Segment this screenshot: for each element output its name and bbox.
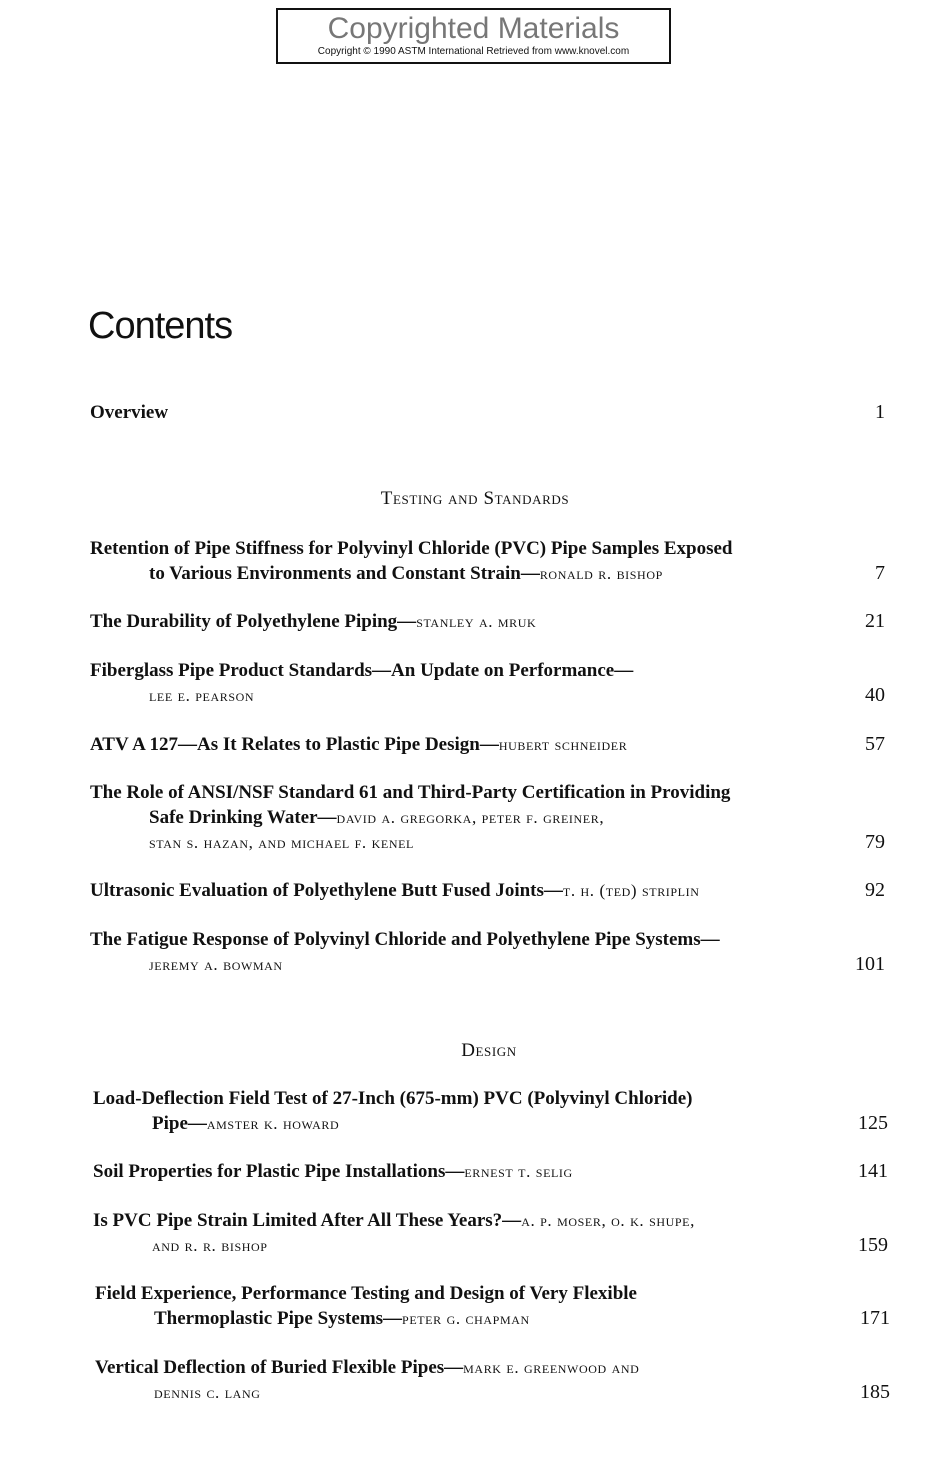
entry-title: to Various Environments and Constant Strain—	[149, 563, 540, 584]
page-number: 159	[858, 1234, 888, 1256]
entry-author: lee e. pearson	[149, 686, 255, 705]
entry-author: david a. gregorka, peter f. greiner,	[336, 808, 605, 827]
entry-author: dennis c. lang	[154, 1383, 261, 1402]
entry-title: Field Experience, Performance Testing and Design of Very Flexible	[95, 1283, 637, 1304]
page-number: 171	[860, 1307, 890, 1329]
entry-author: t. h. (ted) striplin	[562, 881, 700, 900]
watermark-title: Copyrighted Materials	[327, 12, 620, 45]
toc-entry[interactable]	[93, 1159, 888, 1184]
entry-title: Overview	[90, 402, 169, 423]
entry-title: Ultrasonic Evaluation of Polyethylene Butt Fused Joints—	[90, 880, 563, 901]
page-number: 92	[865, 879, 885, 901]
entry-title: The Fatigue Response of Polyvinyl Chloride and Polyethylene Pipe Systems—	[90, 929, 720, 950]
entry-title: Is PVC Pipe Strain Limited After All These Years?—	[93, 1210, 522, 1231]
toc-entry[interactable]	[90, 536, 885, 586]
entry-author: stan s. hazan, and michael f. kenel	[149, 833, 414, 852]
entry-title: The Role of ANSI/NSF Standard 61 and Third-Party Certification in Providing	[90, 782, 731, 803]
page-number: 40	[865, 684, 885, 706]
entry-author: a. p. moser, o. k. shupe,	[521, 1211, 695, 1230]
entry-title: The Durability of Polyethylene Piping—	[90, 611, 417, 632]
entry-author: ronald r. bishop	[539, 564, 663, 583]
entry-author: ernest t. selig	[464, 1162, 573, 1181]
entry-author: mark e. greenwood and	[463, 1358, 640, 1377]
toc-entry[interactable]	[95, 1355, 890, 1405]
entry-author: jeremy a. bowman	[149, 955, 283, 974]
entry-author: hubert schneider	[498, 735, 628, 754]
watermark-subtitle: Copyright © 1990 ASTM International Retrieved from www.knovel.com	[317, 46, 630, 57]
section-heading-testing-and-standards: Testing and Standards	[380, 488, 570, 509]
entry-author: peter g. chapman	[402, 1309, 530, 1328]
entry-title: Thermoplastic Pipe Systems—	[154, 1308, 403, 1329]
copyright-watermark	[276, 8, 671, 64]
page-number: 185	[860, 1381, 890, 1403]
page-number: 101	[855, 953, 885, 975]
toc-entry[interactable]	[93, 1208, 888, 1258]
entry-author: and r. r. bishop	[152, 1236, 268, 1255]
page-number: 7	[875, 562, 885, 584]
toc-entry-overview[interactable]	[90, 400, 885, 425]
entry-title: Pipe—	[152, 1113, 207, 1134]
toc-entry[interactable]	[90, 927, 885, 977]
entry-title: Vertical Deflection of Buried Flexible Pipes—	[95, 1357, 464, 1378]
entry-title: Soil Properties for Plastic Pipe Installations—	[93, 1161, 465, 1182]
page-number: 79	[865, 831, 885, 853]
entry-title: Retention of Pipe Stiffness for Polyvinyl Chloride (PVC) Pipe Samples Exposed	[90, 538, 733, 559]
entry-author: amster k. howard	[206, 1114, 340, 1133]
toc-entry[interactable]	[93, 1086, 888, 1136]
toc-entry[interactable]	[90, 609, 885, 634]
entry-title: Load-Deflection Field Test of 27-Inch (675-mm) PVC (Polyvinyl Chloride)	[93, 1088, 693, 1109]
toc-entry[interactable]	[90, 878, 885, 903]
toc-entry[interactable]	[90, 732, 885, 757]
page-number: 125	[858, 1112, 888, 1134]
page-number: 57	[865, 733, 885, 755]
page-number: 21	[865, 610, 885, 632]
entry-author: stanley a. mruk	[416, 612, 537, 631]
entry-title: ATV A 127—As It Relates to Plastic Pipe Design—	[90, 734, 499, 755]
page-title: Contents	[88, 305, 233, 347]
toc-entry[interactable]	[90, 780, 885, 855]
page-number: 1	[875, 401, 885, 423]
page-number: 141	[858, 1160, 888, 1182]
section-heading-design: Design	[461, 1040, 517, 1061]
entry-title: Safe Drinking Water—	[149, 807, 337, 828]
entry-title: Fiberglass Pipe Product Standards—An Update on Performance—	[90, 660, 634, 681]
toc-entry[interactable]	[90, 658, 885, 708]
toc-entry[interactable]	[95, 1281, 890, 1331]
